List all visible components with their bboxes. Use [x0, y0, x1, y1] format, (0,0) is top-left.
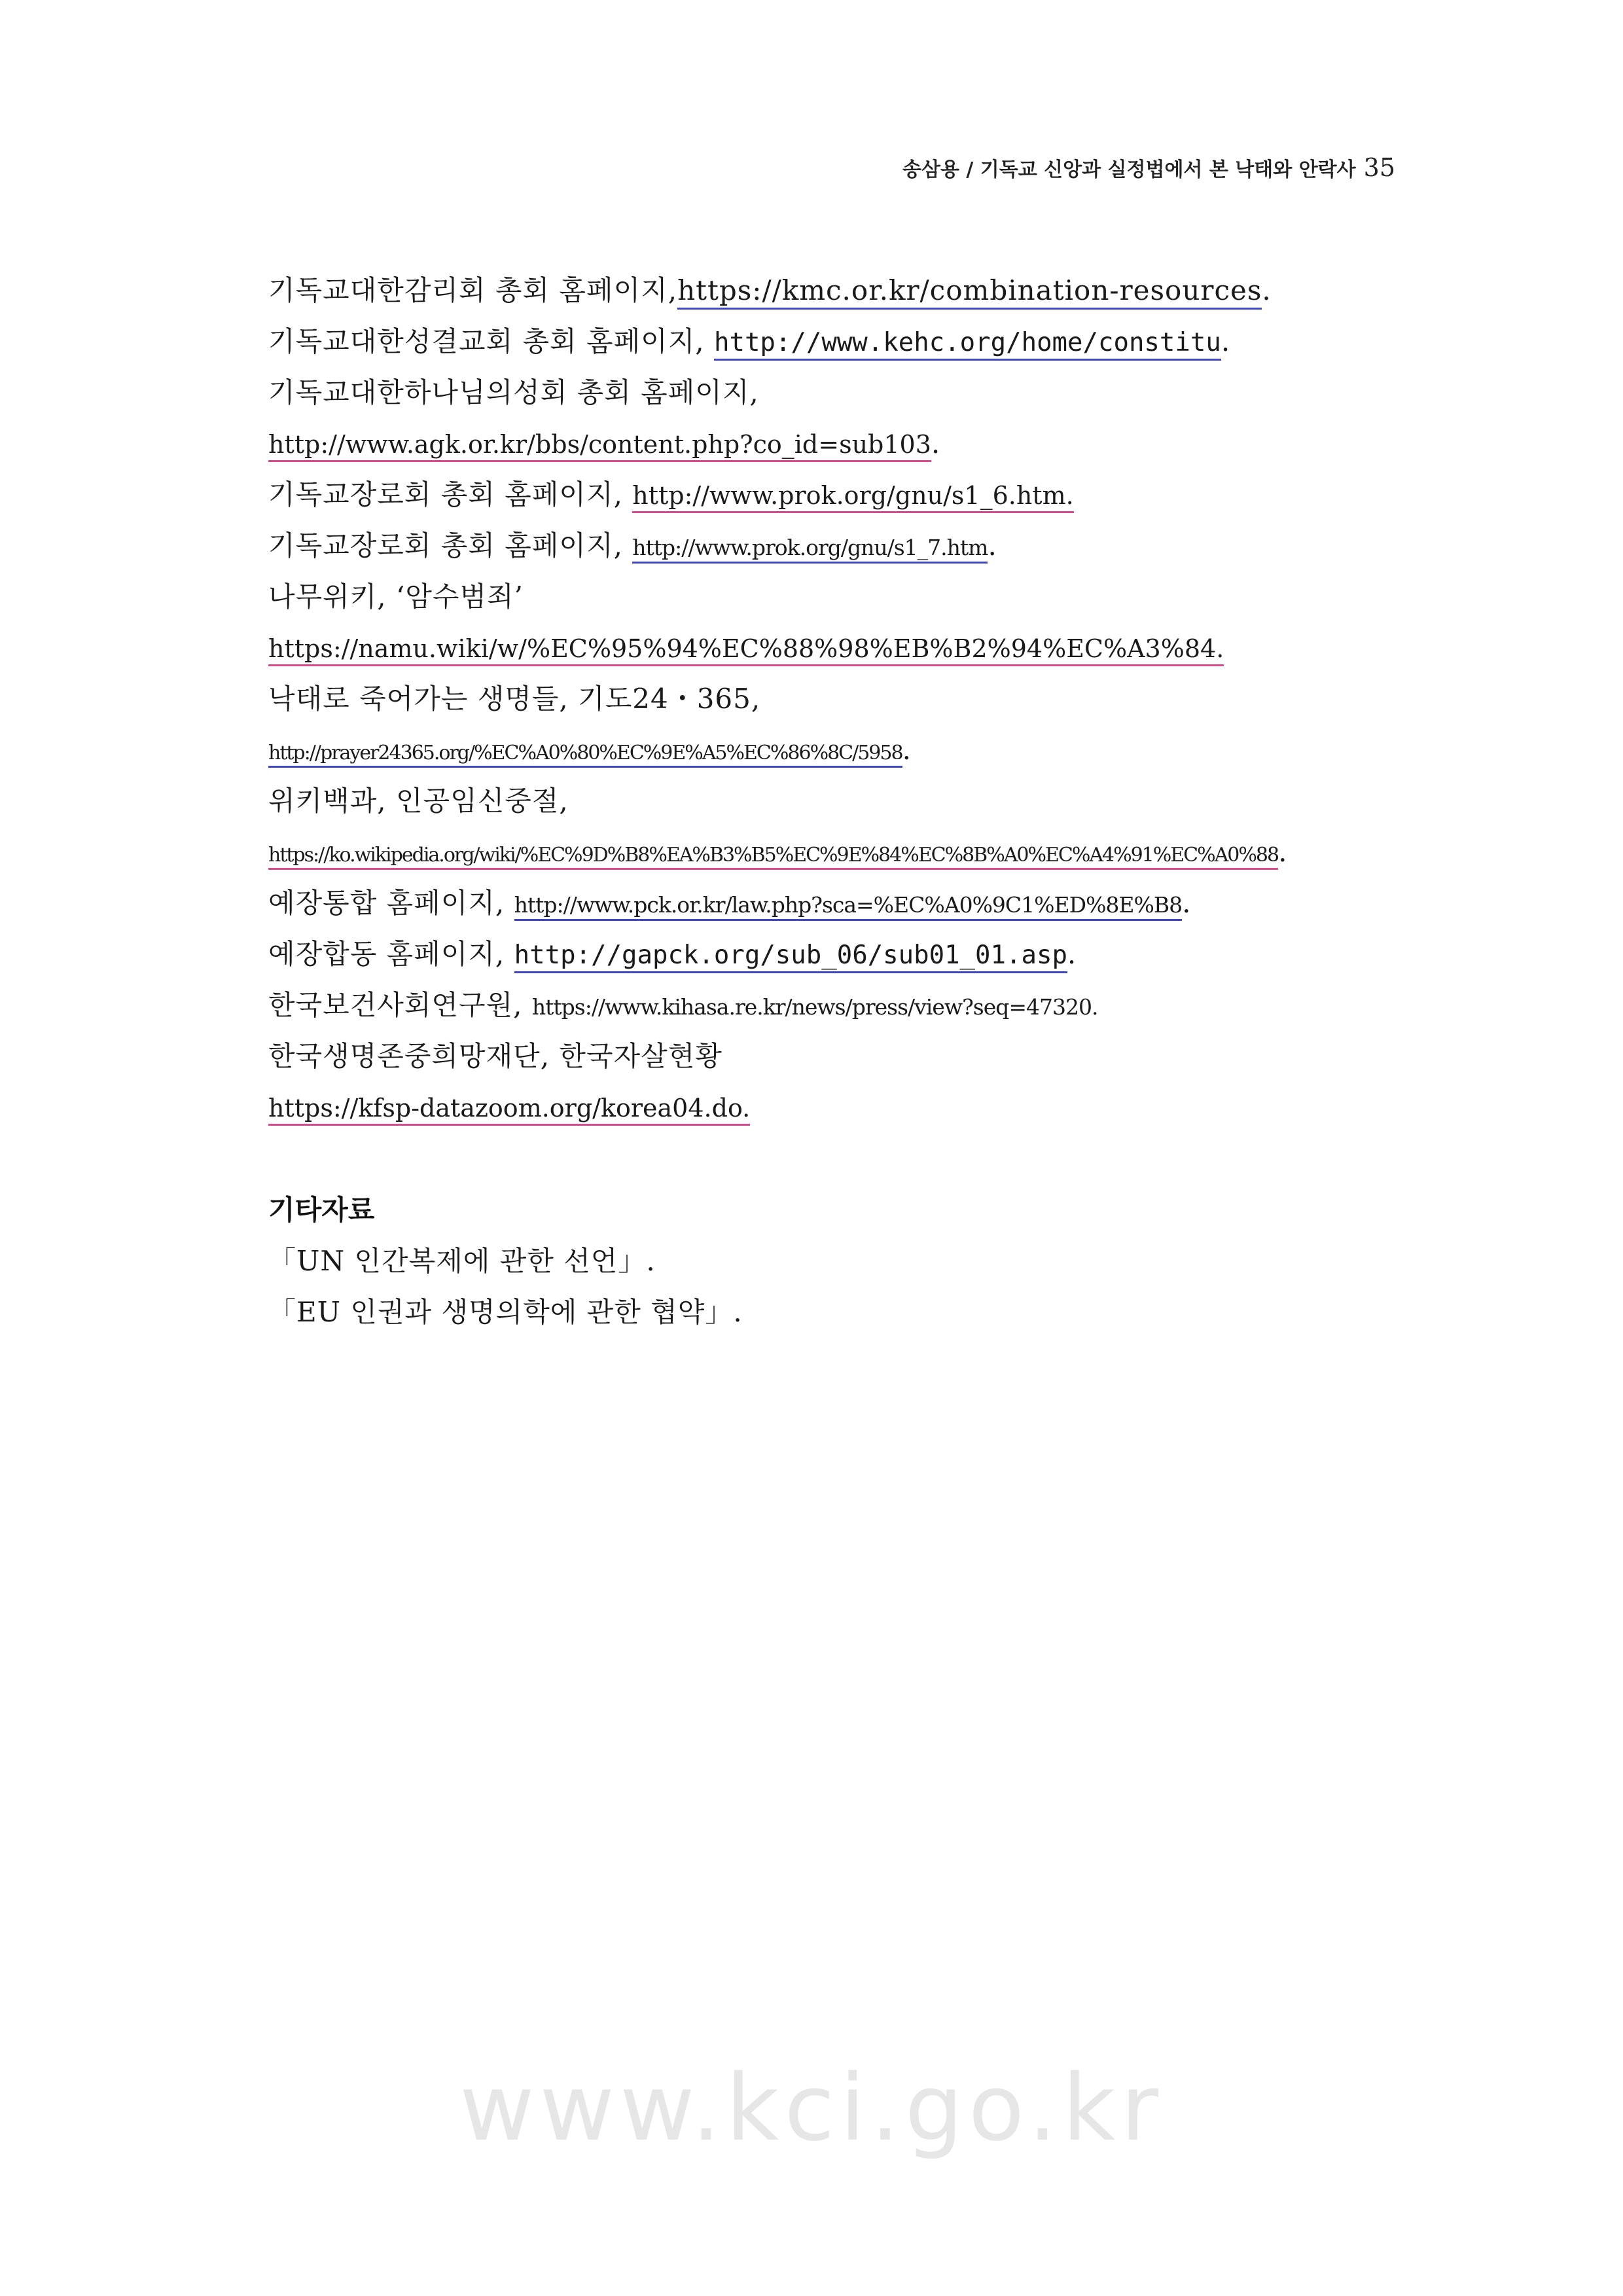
reference-text: 낙태로 죽어가는 생명들, 기도24・365,: [268, 683, 761, 715]
reference-text: 기독교대한감리회 총회 홈페이지,: [268, 274, 678, 306]
reference-item: [268, 673, 1381, 725]
reference-item: [268, 367, 1381, 418]
reference-link[interactable]: http://www.pck.or.kr/law.php?sca=%EC%A0%9C1%ED%8E%B8: [514, 892, 1182, 921]
reference-link[interactable]: https://kfsp-datazoom.org/korea04.do.: [268, 1094, 750, 1126]
reference-item: [268, 827, 1381, 878]
running-header: [902, 153, 1395, 182]
reference-link[interactable]: http://www.prok.org/gnu/s1_7.htm: [632, 535, 988, 564]
reference-link[interactable]: http://www.agk.or.kr/bbs/content.php?co_id=sub103: [268, 430, 931, 462]
reference-item: [268, 418, 1381, 469]
page-number: 35: [1363, 153, 1395, 182]
watermark: www.kci.go.kr: [459, 2055, 1164, 2162]
reference-text: 예장합동 홈페이지,: [268, 938, 514, 970]
reference-suffix: .: [1262, 274, 1272, 306]
other-materials-list: [268, 1236, 743, 1338]
reference-suffix: .: [1067, 938, 1077, 970]
reference-text: 위키백과, 인공임신중절,: [268, 785, 569, 817]
reference-link[interactable]: http://prayer24365.org/%EC%A0%80%EC%9E%A5%EC%86%8C/5958: [268, 742, 902, 768]
reference-item: [268, 1031, 1381, 1082]
reference-item: [268, 265, 1381, 316]
reference-item: [268, 980, 1381, 1031]
reference-item: [268, 469, 1381, 520]
reference-text: 나무위키, ‘암수범죄’: [268, 581, 524, 613]
reference-item: [268, 878, 1381, 929]
reference-link[interactable]: http://www.prok.org/gnu/s1_6.htm.: [632, 481, 1073, 513]
reference-text: 기독교장로회 총회 홈페이지,: [268, 529, 633, 562]
section-heading: 기타자료: [268, 1194, 375, 1226]
reference-text: 예장통합 홈페이지,: [268, 887, 514, 919]
reference-item: [268, 622, 1381, 673]
reference-item: [268, 316, 1381, 367]
reference-suffix: .: [1221, 325, 1231, 357]
reference-suffix: .: [988, 529, 997, 562]
reference-text: 한국생명존중희망재단, 한국자살현황: [268, 1040, 722, 1072]
reference-item: [268, 776, 1381, 827]
other-material-item: 「EU 인권과 생명의학에 관한 협약」.: [268, 1296, 743, 1328]
reference-text: 기독교대한성결교회 총회 홈페이지,: [268, 325, 714, 357]
other-material-item: 「UN 인간복제에 관한 선언」.: [268, 1245, 656, 1277]
reference-link[interactable]: https://namu.wiki/w/%EC%95%94%EC%88%98%EB%B2%94%EC%A3%84.: [268, 634, 1224, 666]
reference-link[interactable]: http://www.kehc.org/home/constitu: [714, 328, 1221, 361]
reference-text: 한국보건사회연구원,: [268, 989, 532, 1021]
reference-list: [268, 265, 1381, 1133]
reference-item: [268, 571, 1381, 622]
reference-suffix: .: [1182, 887, 1192, 919]
reference-text: 기독교대한하나님의성회 총회 홈페이지,: [268, 376, 759, 408]
reference-item: [268, 929, 1381, 980]
reference-link[interactable]: http://gapck.org/sub_06/sub01_01.asp: [514, 941, 1067, 973]
running-title: 송삼용 / 기독교 신앙과 실정법에서 본 낙태와 안락사: [902, 158, 1356, 181]
reference-text: 기독교장로회 총회 홈페이지,: [268, 478, 633, 511]
reference-suffix: .: [931, 427, 941, 459]
reference-item: [268, 520, 1381, 571]
reference-suffix: .: [902, 734, 912, 766]
reference-item: [268, 725, 1381, 776]
reference-link[interactable]: https://ko.wikipedia.org/wiki/%EC%9D%B8%EA%B3%B5%EC%9E%84%EC%8B%A0%EC%A4%91%EC%A0%88: [268, 844, 1278, 870]
reference-link[interactable]: https://www.kihasa.re.kr/news/press/view?seq=47320.: [531, 994, 1098, 1020]
reference-link[interactable]: https://kmc.or.kr/combination-resources: [677, 274, 1262, 310]
reference-item: [268, 1082, 1381, 1133]
reference-suffix: .: [1278, 836, 1288, 868]
